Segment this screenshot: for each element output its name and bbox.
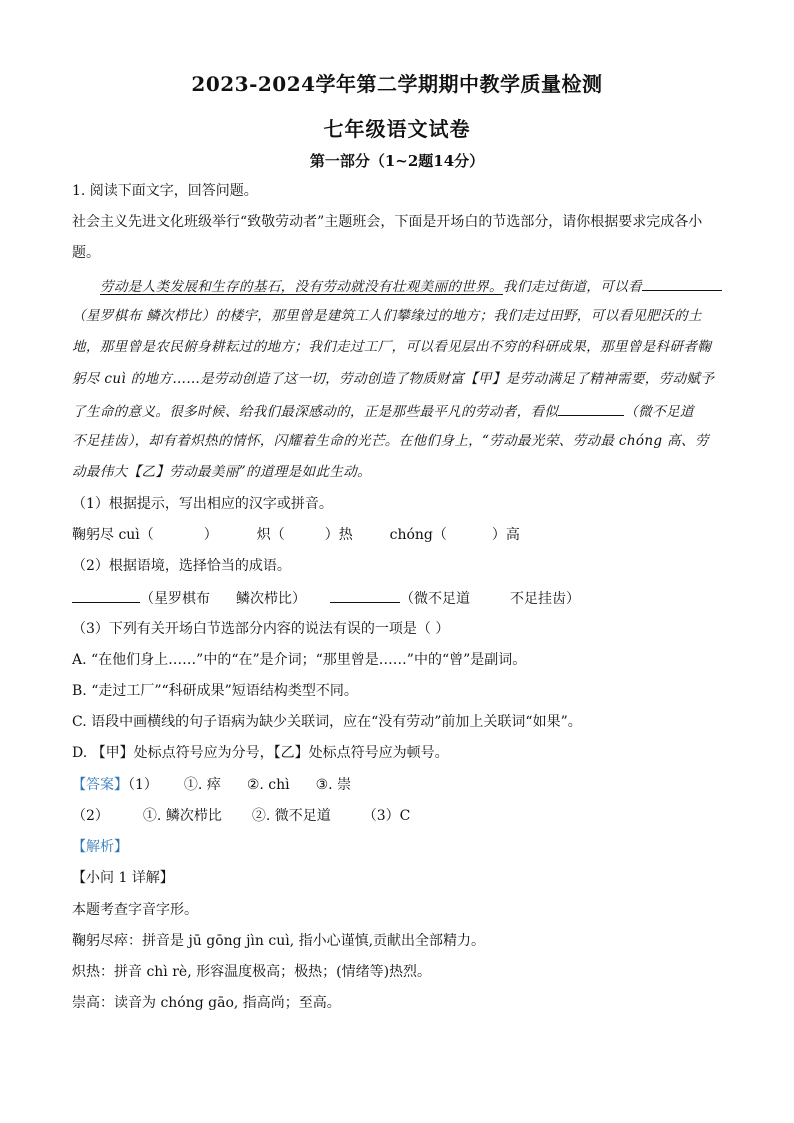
analysis-label: 【解析】 xyxy=(72,839,128,855)
option-b: B. “走过工厂”“科研成果”短语结构类型不同。 xyxy=(72,683,358,699)
answer-1-1: ①. 瘁 xyxy=(183,777,221,793)
passage-line-2: （星罗棋布 鳞次栉比）的楼宇，那里曾是建筑工人们攀缘过的地方；我们走过田野，可以看见肥沃的土 xyxy=(72,308,702,324)
subquestion-2-options: （星罗棋布 鳞次栉比） （微不足道 不足挂齿） xyxy=(72,588,580,608)
answer-3: （3）C xyxy=(362,808,411,824)
analysis-paragraph-2: 鞠躬尽瘁：拼音是 jū gōng jìn cuì, 指小心谨慎,贡献出全部精力。 xyxy=(72,933,486,949)
passage-line-4: 躬尽 cuì 的地方……是劳动创造了这一切，劳动创造了物质财富【甲】是劳动满足了精神需要，劳动赋予 xyxy=(72,371,715,387)
passage-line-7: 动最伟大【乙】劳动最美丽”的道理是如此生动。 xyxy=(72,464,372,480)
answer-2-2: ②. 微不足道 xyxy=(251,808,331,824)
answer-1-2: ②. chì xyxy=(246,777,290,793)
answer-2-1: ①. 鳞次栉比 xyxy=(142,808,222,824)
passage-line-1 xyxy=(100,276,722,296)
answer-line-1: 【答案】（1） ①. 瘁 ②. chì ③. 崇 xyxy=(72,777,352,793)
analysis-paragraph-4: 崇高：读音为 chóng gāo, 指高尚；至高。 xyxy=(72,995,341,1011)
analysis-sub-label: 【小问 1 详解】 xyxy=(72,870,174,886)
analysis-paragraph-3: 炽热：拼音 chì rè, 形容温度极高；极热；(情绪等)热烈。 xyxy=(72,964,432,980)
question-intro-line-1: 社会主义先进文化班级举行“致敬劳动者”主题班会，下面是开场白的节选部分，请你根据要求完成各小 xyxy=(72,214,703,230)
answer-1-3: ③. 崇 xyxy=(315,777,352,793)
question-intro-line-2: 题。 xyxy=(72,245,100,261)
answer-blank[interactable] xyxy=(330,588,400,603)
item-1: 鞠躬尽 cuì（ xyxy=(72,527,154,543)
passage-text: （微不足道 xyxy=(624,404,694,420)
analysis-paragraph-1: 本题考查字音字形。 xyxy=(72,902,198,918)
exam-title: 2023-2024学年第二学期期中教学质量检测 xyxy=(191,72,603,96)
answer-label: 【答案】 xyxy=(72,777,128,793)
answer-blank[interactable] xyxy=(558,401,624,416)
option-a: A. “在他们身上……”中的“在”是介词；“那里曾是……”中的“曾”是副词。 xyxy=(72,652,527,668)
passage-text: 了生命的意义。很多时候、给我们最深感动的，正是那些最平凡的劳动者，看似 xyxy=(72,404,559,420)
option-c: C. 语段中画横线的句子语病为缺少关联词，应在“没有劳动”前加上关联词“如果”。 xyxy=(72,714,582,730)
subquestion-2-prompt: （2）根据语境，选择恰当的成语。 xyxy=(72,558,291,574)
underlined-sentence: 劳动是人类发展和生存的基石，没有劳动就没有壮观美丽的世界。 xyxy=(100,279,503,295)
answer-line-2: （2） ①. 鳞次栉比 ②. 微不足道 （3）C xyxy=(72,808,411,824)
passage-line-3: 地，那里曾是农民俯身耕耘过的地方；我们走过工厂，可以看见层出不穷的科研成果，那里曾是科研者鞠 xyxy=(72,339,712,355)
section-heading: 第一部分（1~2题14分） xyxy=(309,152,485,170)
passage-line-6: 不足挂齿），却有着炽热的情怀，闪耀着生命的光芒。在他们身上，“劳动最光荣、劳动最 chóng 高、劳 xyxy=(72,433,709,449)
subquestion-3-prompt: （3）下列有关开场白节选部分内容的说法有误的一项是（ ） xyxy=(72,621,450,637)
question-stem: 1. 阅读下面文字，回答问题。 xyxy=(72,183,258,199)
subquestion-1-items: 鞠躬尽 cuì（ ） 炽（ ）热 chóng（ ）高 xyxy=(72,527,520,543)
exam-subtitle: 七年级语文试卷 xyxy=(323,117,471,141)
answer-blank[interactable] xyxy=(642,276,722,291)
answer-blank[interactable] xyxy=(72,588,140,603)
passage-line-5 xyxy=(72,401,694,421)
item-2: 炽（ xyxy=(256,527,285,543)
subquestion-1-prompt: （1）根据提示，写出相应的汉字或拼音。 xyxy=(72,496,333,512)
item-3: chóng（ xyxy=(389,527,447,543)
passage-text: 我们走过街道，可以看 xyxy=(502,279,642,295)
option-d: D. 【甲】处标点符号应为分号，【乙】处标点符号应为顿号。 xyxy=(72,745,449,761)
